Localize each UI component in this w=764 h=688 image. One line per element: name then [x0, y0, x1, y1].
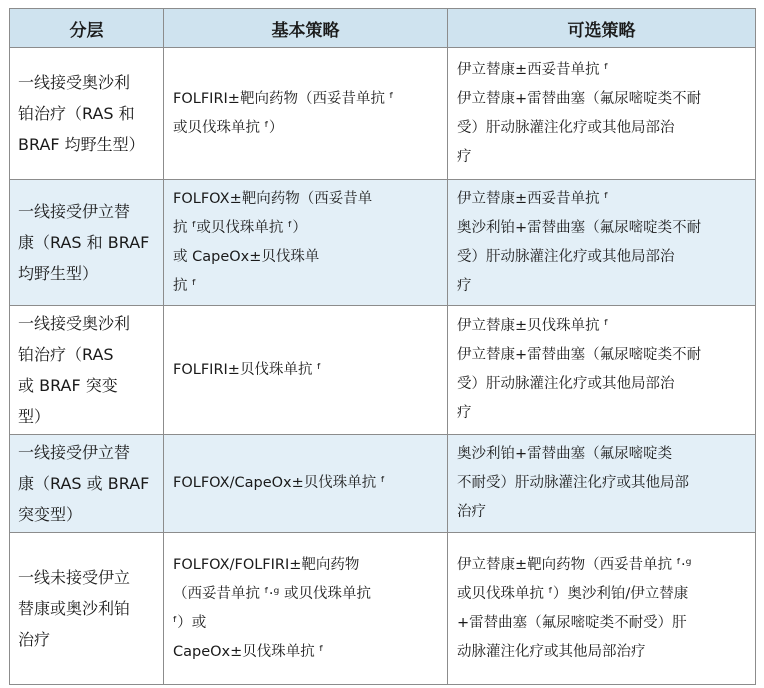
- table-row: [10, 48, 756, 180]
- tier-text: 一线未接受伊立 替康或奥沙利铂 治疗: [18, 568, 131, 649]
- basic-strategy-text: FOLFOX/CapeOx±贝伐珠单抗 ᶠ: [173, 475, 386, 491]
- column-header-basic-strategy: 基本策略: [164, 9, 448, 48]
- tier-cell: [10, 180, 164, 306]
- optional-strategy-cell: [448, 533, 756, 685]
- optional-strategy-cell: [448, 435, 756, 533]
- basic-strategy-text: FOLFIRI±靶向药物（西妥昔单抗 ᶠ 或贝伐珠单抗 ᶠ）: [173, 90, 394, 136]
- basic-strategy-cell: [164, 306, 448, 435]
- optional-strategy-text: 奥沙利铂+雷替曲塞（氟尿嘧啶类 不耐受）肝动脉灌注化疗或其他局部 治疗: [457, 446, 689, 520]
- tier-text: 一线接受奥沙利 铂治疗（RAS 和 BRAF 均野生型）: [18, 73, 145, 154]
- tier-cell: [10, 533, 164, 685]
- table-row: [10, 180, 756, 306]
- table-header-row: [10, 9, 756, 48]
- optional-strategy-cell: [448, 180, 756, 306]
- optional-strategy-cell: [448, 48, 756, 180]
- basic-strategy-text: FOLFOX±靶向药物（西妥昔单 抗 ᶠ或贝伐珠单抗 ᶠ） 或 CapeOx±贝伐珠单 抗 ᶠ: [173, 190, 373, 294]
- table-row: [10, 533, 756, 685]
- table-row: [10, 306, 756, 435]
- column-header-tier: 分层: [10, 9, 164, 48]
- basic-strategy-cell: [164, 180, 448, 306]
- optional-strategy-cell: [448, 306, 756, 435]
- basic-strategy-cell: [164, 48, 448, 180]
- basic-strategy-text: FOLFOX/FOLFIRI±靶向药物 （西妥昔单抗 ᶠ·ᵍ 或贝伐珠单抗 ᶠ）或 CapeOx±贝伐珠单抗 ᶠ: [173, 556, 372, 660]
- optional-strategy-text: 伊立替康±靶向药物（西妥昔单抗 ᶠ·ᵍ 或贝伐珠单抗 ᶠ）奥沙利铂/伊立替康 +雷替曲塞（氟尿嘧啶类不耐受）肝 动脉灌注化疗或其他局部治疗: [457, 556, 692, 660]
- optional-strategy-text: 伊立替康±贝伐珠单抗 ᶠ 伊立替康+雷替曲塞（氟尿嘧啶类不耐 受）肝动脉灌注化疗或其他局部治 疗: [457, 318, 702, 421]
- basic-strategy-text: FOLFIRI±贝伐珠单抗 ᶠ: [173, 361, 322, 378]
- basic-strategy-cell: [164, 435, 448, 533]
- tier-text: 一线接受伊立替 康（RAS 和 BRAF 均野生型）: [18, 202, 150, 283]
- optional-strategy-text: 伊立替康±西妥昔单抗 ᶠ 奥沙利铂+雷替曲塞（氟尿嘧啶类不耐 受）肝动脉灌注化疗或其他局部治 疗: [457, 190, 702, 294]
- tier-cell: [10, 306, 164, 435]
- tier-text: 一线接受伊立替 康（RAS 或 BRAF 突变型）: [18, 443, 150, 524]
- optional-strategy-text: 伊立替康±西妥昔单抗 ᶠ 伊立替康+雷替曲塞（氟尿嘧啶类不耐 受）肝动脉灌注化疗或其他局部治 疗: [457, 61, 702, 165]
- basic-strategy-cell: [164, 533, 448, 685]
- strategy-table: [9, 8, 756, 685]
- table-row: [10, 435, 756, 533]
- tier-cell: [10, 48, 164, 180]
- tier-cell: [10, 435, 164, 533]
- tier-text: 一线接受奥沙利 铂治疗（RAS 或 BRAF 突变 型）: [18, 314, 131, 426]
- column-header-optional-strategy: 可选策略: [448, 9, 756, 48]
